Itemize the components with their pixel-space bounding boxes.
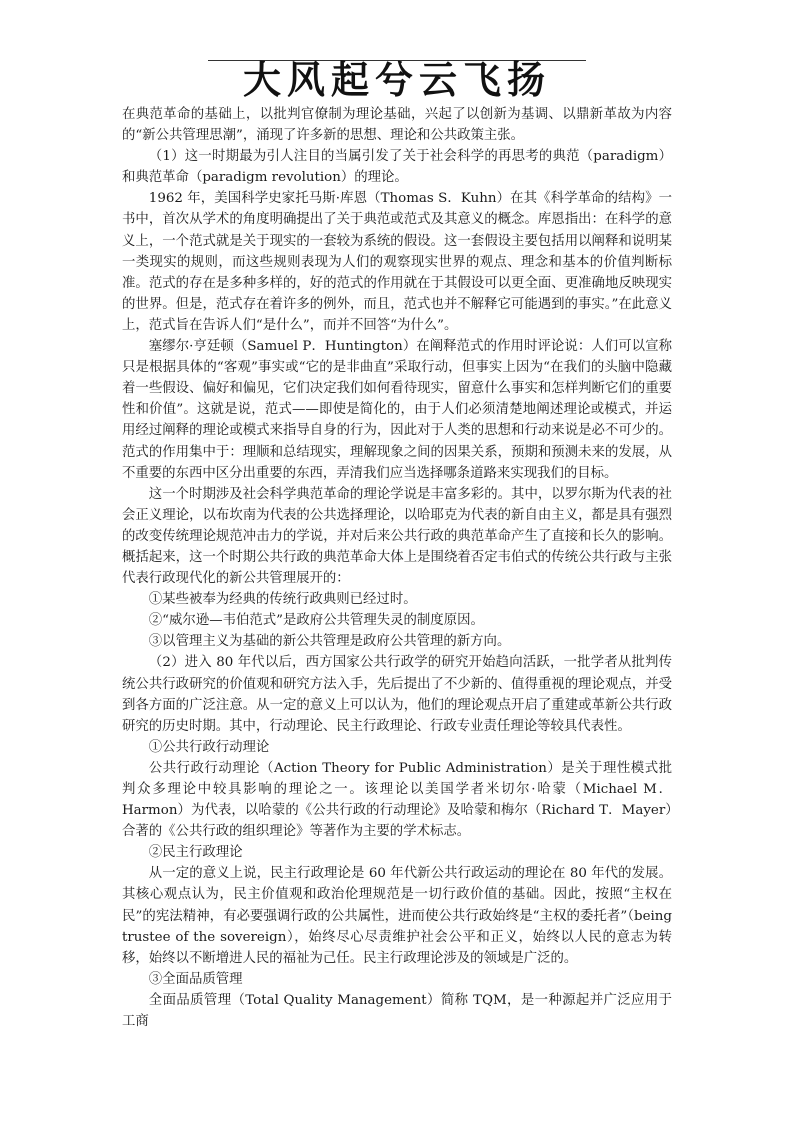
paragraph: 从一定的意义上说，民主行政理论是 60 年代新公共行政运动的理论在 80 年代的发展。其核心观点认为，民主价值观和政治伦理规范是一切行政价值的基础。因此，按照“主权在民”的宪法精神，有必要强调行政的公共属性，进而使公共行政始终是“主权的委托者”（being trustee of the sovereign），始终尽心尽责维护社会公平和正义，始终以人民的意志为转移，始终以不断增进人民的福祉为己任。民主行政理论涉及的领域是广泛的。 (122, 866, 672, 966)
paragraph: （1）这一时期最为引人注目的当属引发了关于社会科学的再思考的典范（paradigm）和典范革命（paradigm revolution）的理论。 (122, 149, 672, 186)
paragraph: 1962 年，美国科学史家托马斯·库恩（Thomas S．Kuhn）在其《科学革命的结构》一书中，首次从学术的角度明确提出了关于典范或范式及其意义的概念。库恩指出：在科学的意义上，一个范式就是关于现实的一套较为系统的假设。这一套假设主要包括用以阐释和说明某一类现实的规则，而这些规则表现为人们的观察现实世界的观点、理念和基本的价值判断标准。范式的存在是多种多样的，好的范式的作用就在于其假设可以更全面、更准确地反映现实的世界。但是，范式存在着许多的例外，而且，范式也并不解释它可能遇到的事实。”在此意义上，范式旨在告诉人们“是什么”，而并不回答“为什么”。 (122, 191, 672, 333)
document-body (122, 104, 672, 1032)
section-heading: ①公共行政行动理论 (148, 739, 270, 755)
paragraph: 公共行政行动理论（Action Theory for Public Administration）是关于理性模式批判众多理论中较具影响的理论之一。该理论以美国学者米切尔·哈蒙（Michael M．Harmon）为代表，以哈蒙的《公共行政的行动理论》及哈蒙和梅尔（Richard T．Mayer）合著的《公共行政的组织理论》等著作为主要的学术标志。 (122, 760, 672, 840)
section-heading: ②民主行政理论 (148, 845, 243, 861)
list-item: ①某些被奉为经典的传统行政典则已经过时。 (148, 592, 417, 608)
paragraph: 全面品质管理（Total Quality Management）简称 TQM，是一种源起并广泛应用于工商 (122, 992, 672, 1030)
paragraph: 在典范革命的基础上，以批判官僚制为理论基础，兴起了以创新为基调、以鼎新革故为内容的“新公共管理思潮”，涌现了许多新的思想、理论和公共政策主张。 (122, 107, 672, 144)
paragraph: 这一个时期涉及社会科学典范革命的理论学说是丰富多彩的。其中，以罗尔斯为代表的社会正义理论，以布坎南为代表的公共选择理论，以哈耶克为代表的新自由主义，都是具有强烈的改变传统理论规范冲击力的学说，并对后来公共行政的典范革命产生了直接和长久的影响。概括起来，这一个时期公共行政的典范革命大体上是围绕着否定韦伯式的传统公共行政与主张代表行政现代化的新公共管理展开的： (122, 486, 672, 587)
list-item: ③以管理主义为基础的新公共管理是政府公共管理的新方向。 (148, 634, 511, 650)
header-title: 大风起兮云飞扬 (242, 57, 551, 102)
list-item: ②“威尔逊—韦伯范式”是政府公共管理失灵的制度原因。 (148, 613, 484, 629)
paragraph: （2）进入 80 年代以后，西方国家公共行政学的研究开始趋向活跃，一批学者从批判传统公共行政研究的价值观和研究方法入手，先后提出了不少新的、值得重视的理论观点，并受到各方面的广泛注意。从一定的意义上可以认为，他们的理论观点开启了重建或革新公共行政研究的历史时期。其中，行动理论、民主行政理论、行政专业责任理论等较具代表性。 (122, 655, 672, 734)
section-heading: ③全面品质管理 (148, 971, 243, 987)
paragraph: 塞缪尔·亨廷顿（Samuel P．Huntington）在阐释范式的作用时评论说：人们可以宣称只是根据具体的“客观”事实或“它的是非曲直”采取行动，但事实上因为“在我们的头脑中隐藏着一些假设、偏好和偏见，它们决定我们如何看待现实，留意什么事实和怎样判断它们的重要性和价值”。这就是说，范式——即使是简化的，由于人们必须清楚地阐述理论或模式，并运用经过阐释的理论或模式来指导自身的行为，因此对于人类的思想和行动来说是必不可少的。范式的作用集中于：理顺和总结现实，理解现象之间的因果关系，预期和预测未来的发展，从不重要的东西中区分出重要的东西，弄清我们应当选择哪条道路来实现我们的目标。 (122, 339, 672, 481)
